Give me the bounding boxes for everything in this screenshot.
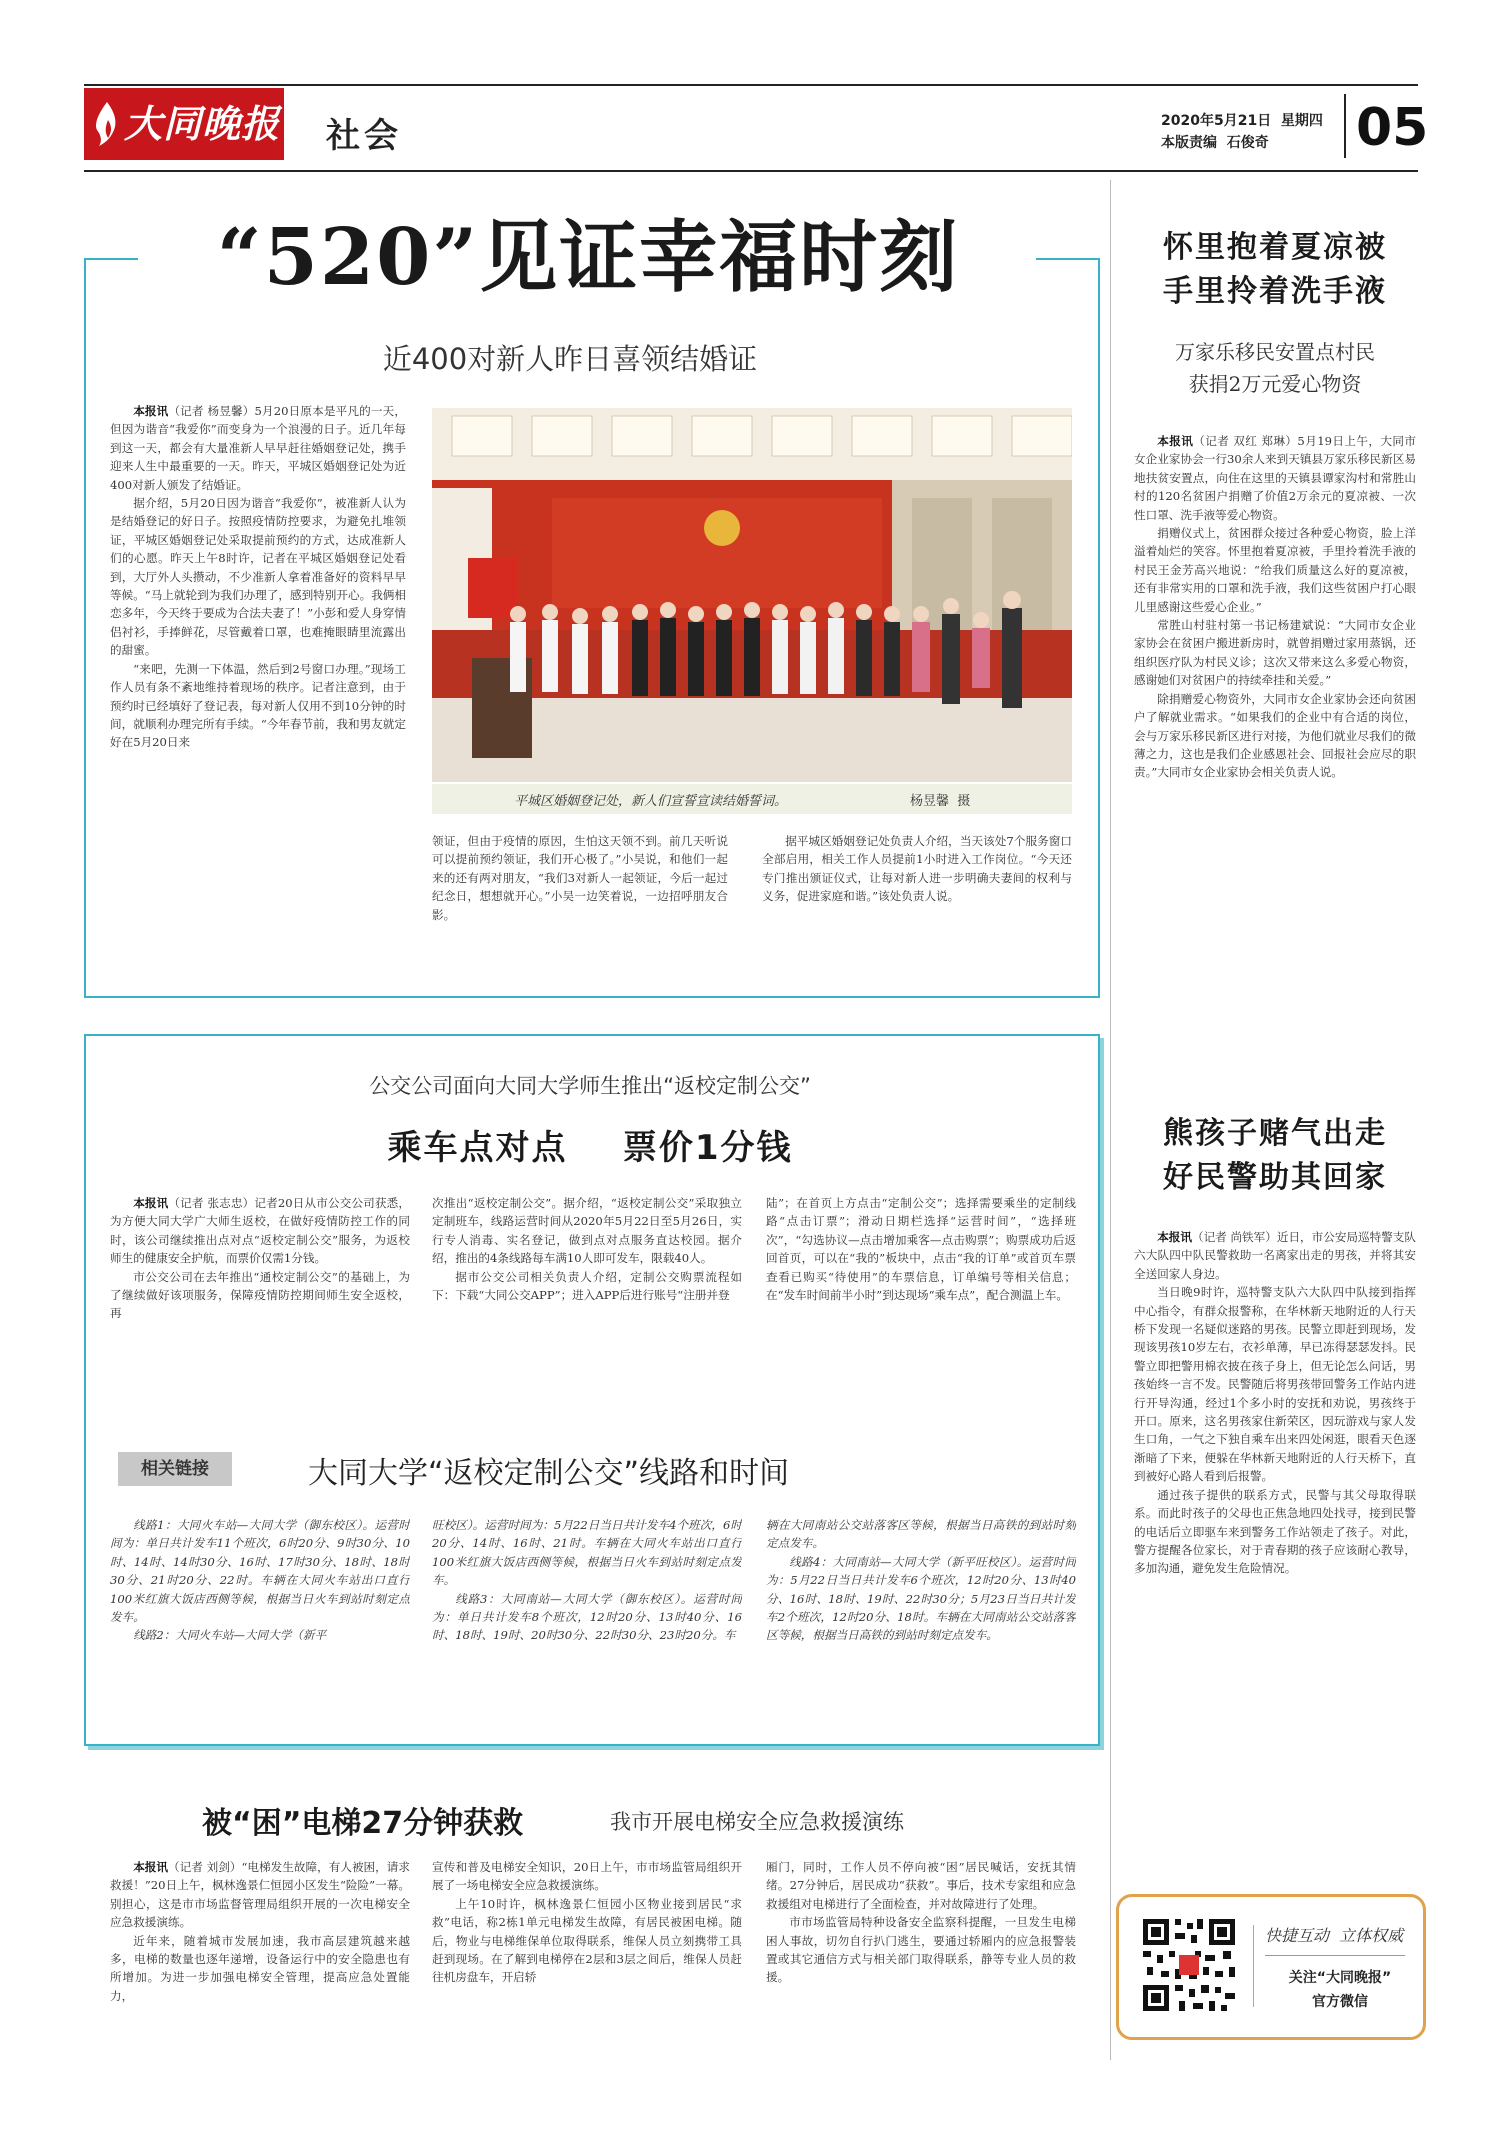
story520-para2: 据介绍，5月20日因为谐音“我爱你”，被准新人认为是结婚登记的好日子。按照疫情防控要求，为避免扎堆领证，平城区婚姻登记处采取提前预约的方式，达成准新人们的心愿。昨天上午8时许，记者在平城区婚姻登记处看到，大厅外人头攒动，不少准新人拿着准备好的资料早早等候。“马上就轮到为我们办理了，感到特别开心。我俩相恋多年，今天终于要成为合法夫妻了！”小彭和爱人身穿情侣衬衫，手捧鲜花，尽管戴着口罩，也难掩眼睛里流露出的甜蜜。 (110, 496, 406, 658)
bus-headline: 乘车点对点 票价1分钱 (387, 1128, 793, 1168)
sidebar1-para1: 5月19日上午，大同市女企业家协会一行30余人来到天镇县万家乐移民新区易地扶贫安置点，向住在这里的天镇县谭家沟村和常胜山村的120名贫困户捐赠了价值2万余元的夏凉被、一次性口罩、洗手液等爱心物资。 (1134, 434, 1416, 522)
sidebar2-title-line1: 熊孩子赌气出走 (1163, 1116, 1387, 1151)
story520-lead: 本报讯 (133, 404, 169, 418)
route2-start: 线路2：大同火车站—大同大学（新平 (133, 1628, 327, 1643)
elevator-col3-para2: 市市场监管局特种设备安全监察科提醒，一旦发生电梯困人事故，切勿自行扒门逃生，要通过轿厢内的应急报警装置或其它通信方式与相关部门取得联系，静等专业人员的救援。 (766, 1915, 1076, 1985)
story520-subtitle: 近400对新人昨日喜领结婚证 (382, 342, 758, 376)
sidebar1-lead: 本报讯 (1157, 434, 1194, 448)
routes-col1 (110, 1516, 410, 1732)
story520-frame-top-right (1036, 258, 1098, 260)
sidebar1-divider (1110, 180, 1111, 2060)
sidebar1-title-line1: 怀里抱着夏凉被 (1163, 230, 1387, 265)
elevator-col3-text: 厢门，同时，工作人员不停向被“困”居民喊话，安抚其情绪。27分钟后，居民成功“获救”。事后，技术专家组和应急救援组对电梯进行了全面检查，并对故障进行了处理。 (766, 1860, 1076, 1911)
masthead-bottom-rule (84, 170, 1418, 172)
route1-text: 线路1：大同火车站—大同大学（御东校区）。运营时间为：单日共计发车11个班次，6时20分、9时30分、10时、14时、14时30分、16时、17时30分、18时、18时30分、21时20分、22时。车辆在大同火车站出口直行100米红旗大饭店西侧等候，根据当日火车到站时刻定点发车。 (110, 1518, 410, 1625)
bus-col2-text: 次推出“返校定制公交”。据介绍，“返校定制公交”采取独立定制班车，线路运营时间从2020年5月22日至5月26日，实行专人消毒、实名登记，做到点对点服务直达校园。据介绍，推出的4条线路每车满10人即可发车，限载40人。 (432, 1196, 742, 1266)
page-number-divider (1344, 94, 1346, 158)
sidebar2-lead: 本报讯 (1157, 1230, 1192, 1244)
story520-col1 (110, 402, 406, 988)
routes-col2 (432, 1516, 742, 1732)
qr-code-icon (1139, 1915, 1239, 2015)
sidebar2-para3: 通过孩子提供的联系方式，民警与其父母取得联系。而此时孩子的父母也正焦急地四处找寻，接到民警的电话后立即驱车来到警务工作站领走了孩子。对此，警方提醒各位家长，对于青春期的孩子应该耐心教导，多加沟通，避免发生危险情况。 (1134, 1487, 1416, 1576)
sidebar1-para2: 捐赠仪式上，贫困群众接过各种爱心物资，脸上洋溢着灿烂的笑容。怀里抱着夏凉被，手里拎着洗手液的村民王金芳高兴地说：“给我们质量这么好的夏凉被，还有非常实用的口罩和洗手液，我们这些贫困户打心眼儿里感谢这些爱心企业。” (1134, 526, 1416, 614)
bus-col1 (110, 1194, 410, 1362)
route4-text: 线路4：大同南站—大同大学（新平旺校区）。运营时间为：5月22日当日共计发车6个班次，12时20分、13时40分、16时、18时、19时、22时30分；5月23日当日共计发车2个班次，12时20分、18时。车辆在大同南站公交站落客区等候，根据当日高铁的到站时刻定点发车。 (766, 1554, 1076, 1643)
sidebar1-title-line2: 手里拎着洗手液 (1163, 274, 1387, 309)
sidebar1-subtitle (1130, 336, 1420, 400)
sidebar1-title (1130, 226, 1420, 314)
bus-col2-para2: 据市公交公司相关负责人介绍，定制公交购票流程如下：下载“大同公交APP”；进入APP后进行账号“注册并登 (432, 1269, 742, 1303)
elevator-subtitle: 我市开展电梯安全应急救援演练 (610, 1810, 904, 1834)
story520-reporter: （记者 杨昱馨） (168, 404, 255, 418)
story520-para1: 5月20日原本是平凡的一天，但因为谐音“我爱你”而变身为一个浪漫的日子。近几年每到这一天，都会有大量准新人早早赶往婚姻登记处，携手迎来人生中最重要的一天。昨天，平城区婚姻登记处为近400对新人颁发了结婚证。 (110, 404, 406, 492)
wechat-promo (1116, 1894, 1426, 2040)
story520-frame-top-left (84, 258, 138, 260)
elevator-col1 (110, 1858, 410, 2054)
story520-headline: “520”见证幸福时刻 (216, 212, 960, 303)
story520-para3: “来吧，先测一下体温，然后到2号窗口办理。”现场工作人员有条不紊地维持着现场的秩序。记者注意到，由于预约时已经填好了登记表，每对新人仅用不到10分钟的时间，就顺利办理完所有手续。“今年春节前，我和男友就定好在5月20日来 (110, 661, 406, 750)
section-name: 社会 (326, 116, 402, 156)
story520-col3 (762, 832, 1072, 986)
elevator-reporter: （记者 刘剑） (168, 1860, 242, 1874)
bus-para2: 市公交公司在去年推出“通校定制公交”的基础上，为了继续做好该项服务，保障疫情防控期间师生安全返校，再 (110, 1269, 410, 1321)
story520-col2 (432, 832, 728, 986)
sidebar1-sub-line2: 获捐2万元爱心物资 (1188, 372, 1362, 396)
elevator-col2-para2: 上午10时许，枫林逸景仁恒园小区物业接到居民“求救”电话，称2栋1单元电梯发生故障，有居民被困电梯。随后，物业与电梯维保单位取得联系，维保人员立刻携带工具赶到现场。在了解到电梯停在2层和3层之间后，维保人员赶往机房盘车，开启轿 (432, 1896, 742, 1985)
route3-end: 辆在大同南站公交站落客区等候，根据当日高铁的到站时刻定点发车。 (766, 1518, 1076, 1551)
sidebar1-body (1134, 432, 1416, 1044)
photo-caption: 平城区婚姻登记处，新人们宣誓宣读结婚誓词。 (514, 794, 788, 809)
photo-credit: 杨昱馨 摄 (910, 794, 971, 809)
related-link-tag: 相关链接 (118, 1452, 232, 1486)
promo-rule (1265, 1955, 1405, 1956)
bus-kicker: 公交公司面向大同大学师生推出“返校定制公交” (369, 1074, 811, 1098)
story520-col2-text: 领证，但由于疫情的原因，生怕这天领不到。前几天听说可以提前预约领证，我们开心极了。”小吴说，和他们一起来的还有两对朋友，“我们3对新人一起领证，今后一起过纪念日，想想就开心。”小吴一边笑着说，一边招呼朋友合影。 (432, 834, 728, 922)
story520-col3-text: 据平城区婚姻登记处负责人介绍，当天该处7个服务窗口全部启用，相关工作人员提前1小时进入工作岗位。“今天还专门推出颁证仪式，让每对新人进一步明确夫妻间的权利与义务，促进家庭和谐。”该处负责人说。 (762, 834, 1072, 904)
sidebar1-sub-line1: 万家乐移民安置点村民 (1175, 340, 1375, 364)
promo-slogan: 快捷互动 立体权威 (1265, 1926, 1404, 1945)
flame-logo-icon (94, 100, 120, 148)
routes-col3 (766, 1516, 1076, 1732)
bus-col2 (432, 1194, 742, 1362)
sidebar2-body (1134, 1228, 1416, 1866)
photo-caption-bar (432, 784, 1072, 814)
bus-reporter: （记者 张志忠） (168, 1196, 255, 1210)
promo-follow: 关注“大同晚报” (1288, 1970, 1392, 1986)
route2-text: 旺校区）。运营时间为：5月22日当日共计发车4个班次，6时20分、14时、16时、21时。车辆在大同火车站出口直行100米红旗大饭店西侧等候，根据当日火车到站时刻定点发车。 (432, 1518, 742, 1588)
sidebar2-para2: 当日晚9时许，巡特警支队六大队四中队接到指挥中心指令，有群众报警称，在华林新天地附近的人行天桥下发现一名疑似迷路的男孩。民警立即赶到现场，发现该男孩10岁左右，衣衫单薄，早已冻得瑟瑟发抖。民警立即把警用棉衣披在孩子身上，但无论怎么问话，男孩始终一言不发。民警随后将男孩带回警务工作站内进行开导沟通，经过1个多小时的安抚和劝说，男孩终于开口。原来，这名男孩家住新荣区，因玩游戏与家人发生口角，一气之下独自乘车出来四处闲逛，眼看天色逐渐暗了下来，便躲在华林新天地附近的人行天桥下，直到被好心路人看到后报警。 (1134, 1285, 1416, 1484)
elevator-lead: 本报讯 (133, 1860, 169, 1874)
promo-divider (1253, 1925, 1254, 2007)
elevator-para2: 近年来，随着城市发展加速，我市高层建筑越来越多，电梯的数量也逐年递增，设备运行中的安全隐患也有所增加。为进一步加强电梯安全管理，提高应急处置能力， (110, 1933, 410, 2003)
sidebar1-reporter: （记者 双红 郑琳） (1193, 434, 1298, 448)
elevator-para1: “电梯发生故障，有人被困，请求救援！”20日上午，枫林逸景仁恒园小区发生“险险”一幕。别担心，这是市市场监督管理局组织开展的一次电梯安全应急救援演练。 (110, 1860, 410, 1930)
sidebar1-para3: 常胜山村驻村第一书记杨建斌说：“大同市女企业家协会在贫困户搬进新房时，就曾捐赠过家用蒸锅，还组织医疗队为村民义诊；这次又带来这么多爱心物资，感谢她们对贫困户的持续牵挂和关爱。” (1134, 618, 1416, 688)
sidebar2-reporter: （记者 尚铁军） (1191, 1230, 1277, 1244)
elevator-col3 (766, 1858, 1076, 2054)
qr-code[interactable] (1139, 1915, 1239, 2015)
logo-text: 大同晚报 (124, 101, 281, 146)
bus-col3-text: 陆”；在首页上方点击“定制公交”；选择需要乘坐的定制线路“点击订票”；滑动日期栏选择“运营时间”，“选择班次”，“勾选协议—点击增加乘客—点击购票”；购票成功后返回首页，可以在“我的”板块中，点击“我的订单”或首页车票查看已购买“待使用”的车票信息，订单编号等相关信息；在“发车时间前半小时”到达现场“乘车点”，配合测温上车。 (766, 1196, 1076, 1303)
elevator-col2 (432, 1858, 742, 2054)
page-number: 05 (1356, 98, 1429, 158)
sidebar2-para1: 近日，市公安局巡特警支队六大队四中队民警救助一名离家出走的男孩，并将其安全送回家人身边。 (1134, 1230, 1416, 1281)
related-link-title: 大同大学“返校定制公交”线路和时间 (308, 1456, 790, 1491)
page-editor: 本版责编 石俊奇 (1161, 135, 1269, 151)
sidebar2-title-line2: 好民警助其回家 (1163, 1160, 1387, 1195)
route3-text: 线路3：大同南站—大同大学（御东校区）。运营时间为：单日共计发车8个班次，12时20分、13时40分、16时、18时、19时、20时30分、22时30分、23时20分。车 (432, 1591, 742, 1643)
bus-col3 (766, 1194, 1076, 1362)
sidebar2-title (1130, 1112, 1420, 1200)
elevator-col2-text: 宣传和普及电梯安全知识，20日上午，市市场监管局组织开展了一场电梯安全应急救援演练。 (432, 1860, 742, 1893)
wedding-ceremony-image (432, 408, 1072, 782)
wedding-photo (432, 408, 1072, 782)
logo (84, 88, 284, 160)
masthead (84, 84, 1429, 172)
masthead-top-rule (84, 84, 1418, 86)
issue-date: 2020年5月21日 星期四 (1161, 113, 1323, 129)
elevator-headline: 被“困”电梯27分钟获救 (202, 1806, 524, 1841)
promo-wechat: 官方微信 (1312, 1994, 1368, 2010)
sidebar1-para4: 除捐赠爱心物资外，大同市女企业家协会还向贫困户了解就业需求。“如果我们的企业中有合适的岗位，会与万家乐移民新区进行对接，为他们就业尽我们的微薄之力，这也是我们企业感恩社会、回报社会应尽的职责。”大同市女企业家协会相关负责人说。 (1134, 691, 1416, 780)
bus-para1: 记者20日从市公交公司获悉，为方便大同大学广大师生返校，在做好疫情防控工作的同时，该公司继续推出点对点“返校定制公交”服务，为返校师生的健康安全护航，而票价仅需1分钱。 (110, 1196, 410, 1266)
bus-lead: 本报讯 (133, 1196, 169, 1210)
